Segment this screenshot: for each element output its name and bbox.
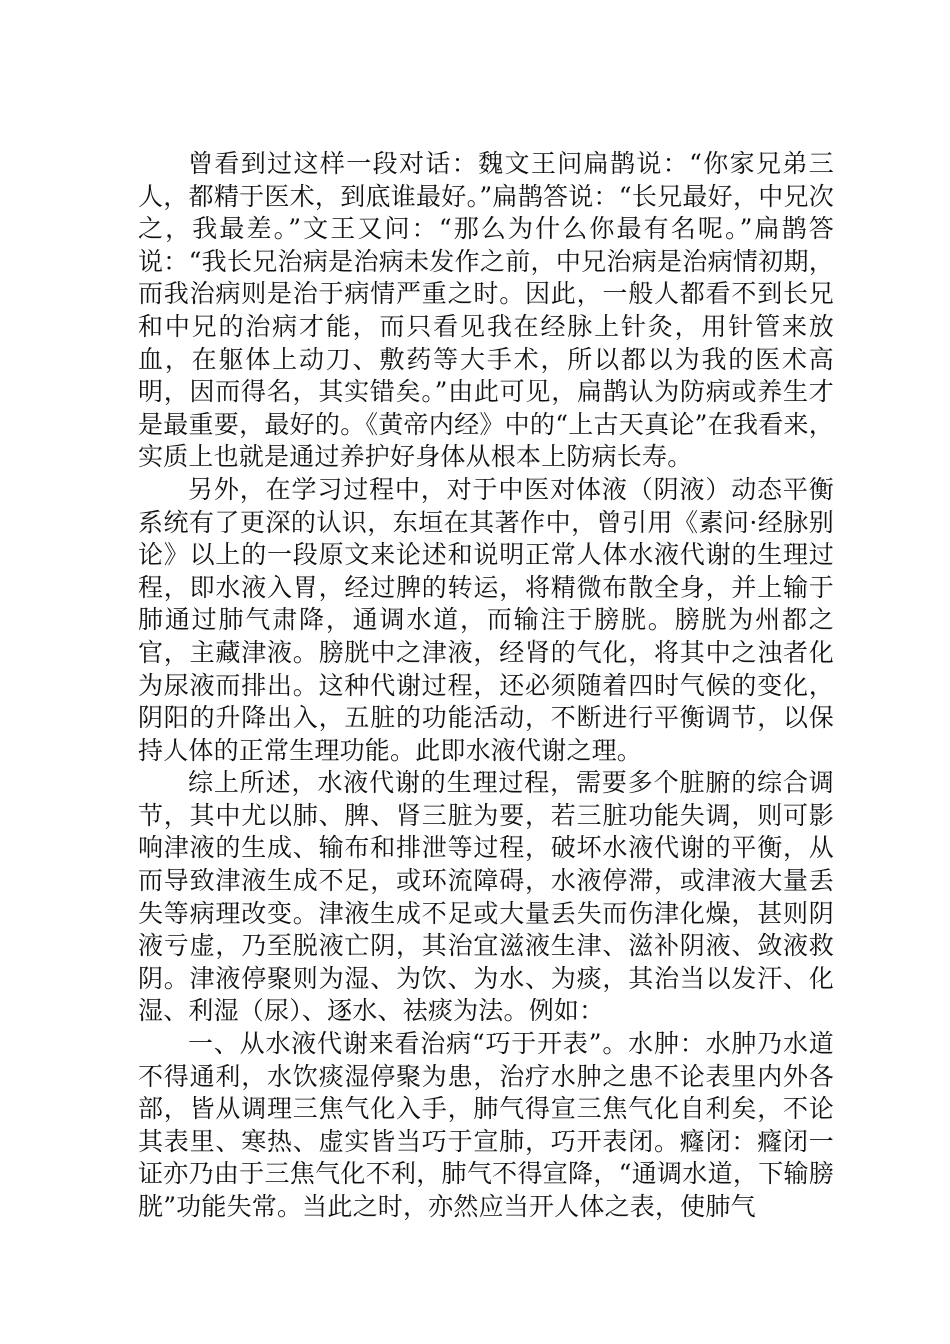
paragraph-3: 综上所述，水液代谢的生理过程，需要多个脏腑的综合调节，其中尤以肺、脾、肾三脏为要，若三脏功能失调，则可影响津液的生成、输布和排泄等过程，破坏水液代谢的平衡，从而导致津液生成不足，或环流障碍，水液停滞，或津液大量丢失等病理改变。津液生成不足或大量丢失而伤津化燥，甚则阴液亏虚，乃至脱液亡阴，其治宜滋液生津、滋补阴液、敛液救阴。津液停聚则为湿、为饮、为水、为痰，其治当以发汗、化湿、利湿（尿）、逐水、祛痰为法。例如： bbox=[138, 768, 834, 1026]
paragraph-4: 一、从水液代谢来看治病“巧于开表”。水肿：水肿乃水道不得通利，水饮痰湿停聚为患，治疗水肿之患不论表里内外各部，皆从调理三焦气化入手，肺气得宣三焦气化自利矣，不论其表里、寒热、虚实皆当巧于宣肺，巧开表闭。癃闭：癃闭一证亦乃由于三焦气化不利，肺气不得宣降，“通调水道，下输膀胱”功能失常。当此之时，亦然应当开人体之表，使肺气 bbox=[138, 1029, 834, 1221]
paragraph-2: 另外，在学习过程中，对于中医对体液（阴液）动态平衡系统有了更深的认识，东垣在其著作中，曾引用《素问·经脉别论》以上的一段原文来论述和说明正常人体水液代谢的生理过程，即水液入胃，经过脾的转运，将精微布散全身，并上输于肺通过肺气肃降，通调水道，而输注于膀胱。膀胱为州都之官，主藏津液。膀胱中之津液，经肾的气化，将其中之浊者化为尿液而排出。这种代谢过程，还必须随着四时气候的变化，阴阳的升降出入，五脏的功能活动，不断进行平衡调节，以保持人体的正常生理功能。此即水液代谢之理。 bbox=[138, 474, 834, 765]
document-body bbox=[138, 148, 834, 1224]
paragraph-1: 曾看到过这样一段对话：魏文王问扁鹊说：“你家兄弟三人，都精于医术，到底谁最好。”扁鹊答说：“长兄最好，中兄次之，我最差。”文王又问：“那么为什么你最有名呢。”扁鹊答说：“我长兄治病是治病未发作之前，中兄治病是治病情初期，而我治病则是治于病情严重之时。因此，一般人都看不到长兄和中兄的治病才能，而只看见我在经脉上针灸，用针管来放血，在躯体上动刀、敷药等大手术，所以都以为我的医术高明，因而得名，其实错矣。”由此可见，扁鹊认为防病或养生才是最重要，最好的。《黄帝内经》中的“上古天真论”在我看来，实质上也就是通过养护好身体从根本上防病长寿。 bbox=[138, 149, 834, 472]
